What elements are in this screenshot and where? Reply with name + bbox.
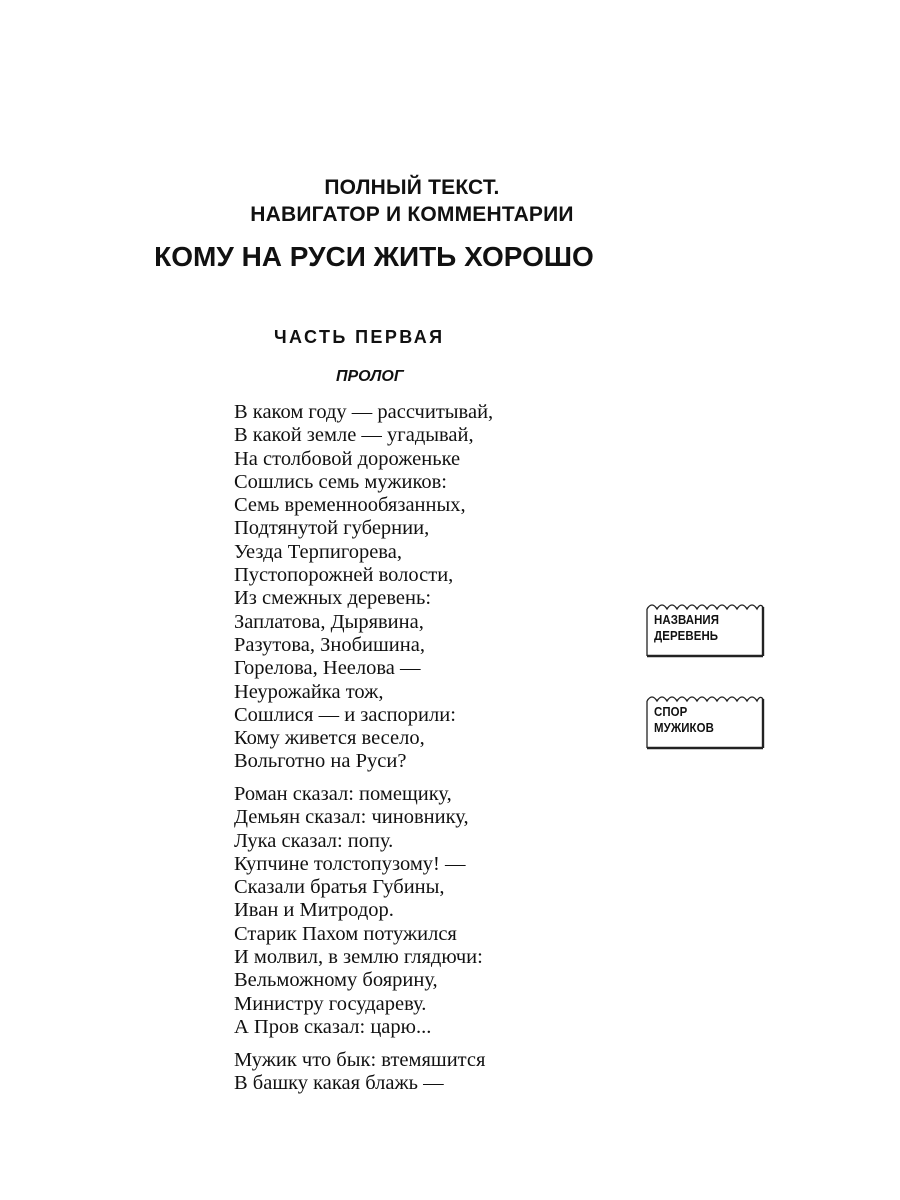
side-tab-label-line-1: СПОР: [654, 704, 688, 719]
book-title: КОМУ НА РУСИ ЖИТЬ ХОРОШО: [154, 241, 594, 272]
verse-line: Сошлись семь мужиков:: [234, 470, 448, 493]
stanza-1: [234, 401, 493, 774]
verse-line: Горелова, Неелова —: [234, 657, 421, 680]
verse-line: Из смежных деревень:: [234, 587, 432, 610]
verse-line: Разутова, Знобишина,: [234, 633, 425, 656]
header-line-1: ПОЛНЫЙ ТЕКСТ.: [324, 176, 500, 199]
verse-line: Сошлися — и заспорили:: [234, 703, 456, 726]
verse-line: Сказали братья Губины,: [234, 876, 445, 899]
verse-line: Пустопорожней волости,: [234, 564, 454, 587]
verse-line: И молвил, в землю глядючи:: [234, 946, 483, 969]
side-tab-label-line-2: МУЖИКОВ: [654, 720, 714, 735]
verse-line: Уезда Терпигорева,: [234, 540, 402, 563]
verse-line: Заплатова, Дырявина,: [234, 610, 424, 633]
verse-line: Мужик что бык: втемяшится: [234, 1049, 486, 1071]
verse-line: Купчине толстопузому! —: [234, 852, 466, 875]
section-title: ПРОЛОГ: [336, 368, 404, 385]
verse-line: В башку какая блажь —: [234, 1072, 444, 1095]
stanza-3: [234, 1049, 485, 1096]
verse-line: Роман сказал: помещику,: [234, 783, 452, 805]
verse-line: Подтянутой губернии,: [234, 517, 430, 540]
side-tab-label: [654, 612, 719, 644]
verse-line: Министру государеву.: [234, 992, 427, 1015]
verse-line: Лука сказал: попу.: [234, 829, 394, 852]
verse-line: На столбовой дороженьке: [234, 447, 461, 470]
verse-line: Кому живется весело,: [234, 727, 425, 750]
header-line-2: НАВИГАТОР И КОММЕНТАРИИ: [250, 203, 574, 226]
side-tab-village-names[interactable]: [646, 598, 764, 660]
verse-line: Семь временнообязанных,: [234, 494, 466, 517]
part-title: ЧАСТЬ ПЕРВАЯ: [274, 327, 445, 347]
verse-line: В каком году — рассчитывай,: [234, 401, 494, 423]
stanza-2: [234, 783, 483, 1039]
verse-line: Вельможному боярину,: [234, 969, 438, 992]
verse-line: Иван и Митродор.: [234, 899, 394, 922]
verse-line: Вольготно на Руси?: [234, 750, 407, 773]
side-tab-label: [654, 704, 714, 736]
verse-line: А Пров сказал: царю...: [234, 1015, 432, 1038]
verse-line: Старик Пахом потужился: [234, 922, 457, 945]
verse-line: Демьян сказал: чиновнику,: [234, 806, 469, 829]
verse-line: Неурожайка тож,: [234, 680, 384, 703]
verse-line: В какой земле — угадывай,: [234, 424, 474, 447]
side-tab-label-line-1: НАЗВАНИЯ: [654, 612, 720, 627]
side-tab-label-line-2: ДЕРЕВЕНЬ: [654, 628, 719, 643]
side-tab-peasants-dispute[interactable]: [646, 690, 764, 752]
